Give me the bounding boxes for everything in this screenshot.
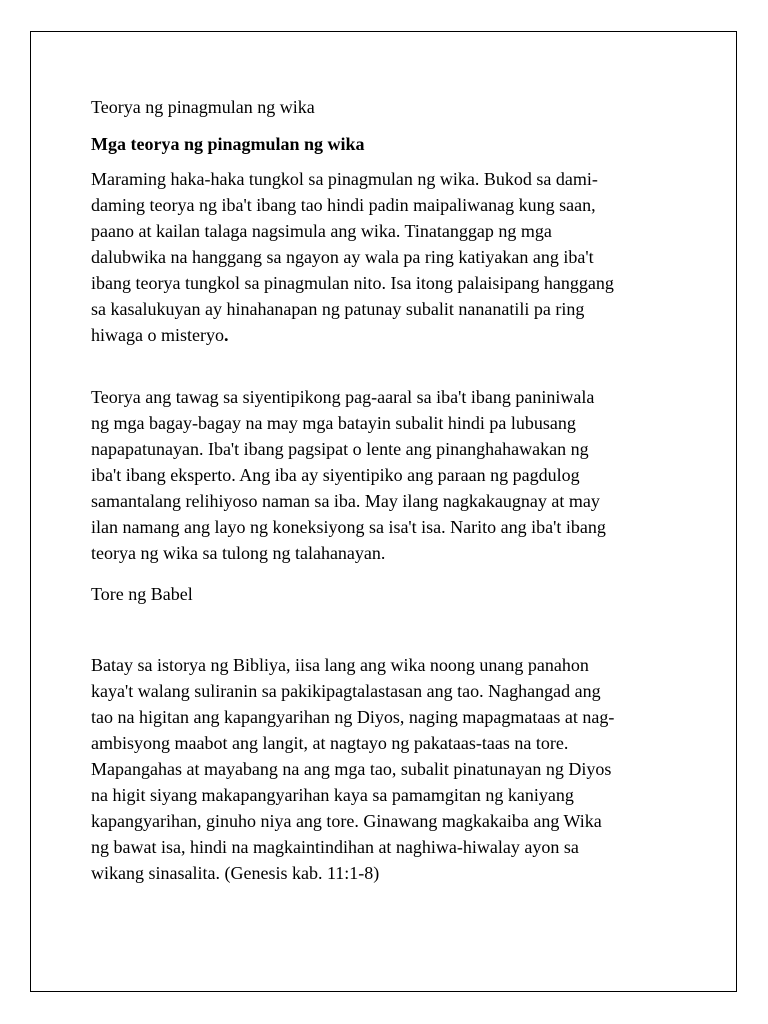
subsection-title: Tore ng Babel — [91, 584, 193, 604]
paragraph-line: ilan namang ang layo ng koneksiyong sa isa't isa. Narito ang iba't ibang — [91, 517, 606, 537]
paragraph-line: kapangyarihan, ginuho niya ang tore. Ginawang magkakaiba ang Wika — [91, 811, 602, 831]
paragraph-line: ambisyong maabot ang langit, at nagtayo ng pakataas-taas na tore. — [91, 733, 569, 753]
paragraph-intro — [91, 166, 691, 348]
paragraph-babel — [91, 652, 691, 886]
paragraph-line: ng mga bagay-bagay na may mga batayin subalit hindi pa lubusang — [91, 413, 576, 433]
bold-period: . — [223, 325, 229, 345]
document-page — [30, 31, 737, 992]
paragraph-line: Maraming haka-haka tungkol sa pinagmulan ng wika. Bukod sa dami- — [91, 169, 598, 189]
paragraph-line: ng bawat isa, hindi na magkaintindihan at naghiwa-hiwalay ayon sa — [91, 837, 579, 857]
paragraph-line: kaya't walang suliranin sa pakikipagtalastasan ang tao. Naghangad ang — [91, 681, 601, 701]
document-content — [91, 94, 691, 886]
paragraph-line: wikang sinasalita. (Genesis kab. 11:1-8) — [91, 863, 380, 883]
paragraph-line: na higit siyang makapangyarihan kaya sa pamamgitan ng kaniyang — [91, 785, 574, 805]
paragraph-line: Teorya ang tawag sa siyentipikong pag-aaral sa iba't ibang paniniwala — [91, 387, 595, 407]
paragraph-line: napapatunayan. Iba't ibang pagsipat o lente ang pinanghahawakan ng — [91, 439, 589, 459]
paragraph-line: dalubwika na hanggang sa ngayon ay wala pa ring katiyakan ang iba't — [91, 247, 594, 267]
paragraph-line: ibang teorya tungkol sa pinagmulan nito. Isa itong palaisipang hanggang — [91, 273, 614, 293]
paragraph-line: iba't ibang eksperto. Ang iba ay siyentipiko ang paraan ng pagdulog — [91, 465, 580, 485]
section-heading: Mga teorya ng pinagmulan ng wika — [91, 134, 365, 154]
paragraph-line: sa kasalukuyan ay hinahanapan ng patunay subalit nananatili pa ring — [91, 299, 585, 319]
paragraph-line: teorya ng wika sa tulong ng talahanayan. — [91, 543, 386, 563]
paragraph-theory — [91, 384, 691, 566]
paragraph-line: samantalang relihiyoso naman sa iba. May ilang nagkakaugnay at may — [91, 491, 600, 511]
paragraph-line: Mapangahas at mayabang na ang mga tao, subalit pinatunayan ng Diyos — [91, 759, 612, 779]
paragraph-line-last — [91, 322, 691, 348]
paragraph-line: paano at kailan talaga nagsimula ang wika. Tinatanggap ng mga — [91, 221, 552, 241]
document-title: Teorya ng pinagmulan ng wika — [91, 97, 315, 117]
paragraph-line: daming teorya ng iba't ibang tao hindi padin maipaliwanag kung saan, — [91, 195, 596, 215]
paragraph-line: Batay sa istorya ng Bibliya, iisa lang ang wika noong unang panahon — [91, 655, 589, 675]
paragraph-line: tao na higitan ang kapangyarihan ng Diyos, naging mapagmataas at nag- — [91, 707, 615, 727]
paragraph-line-text: hiwaga o misteryo — [91, 325, 224, 345]
